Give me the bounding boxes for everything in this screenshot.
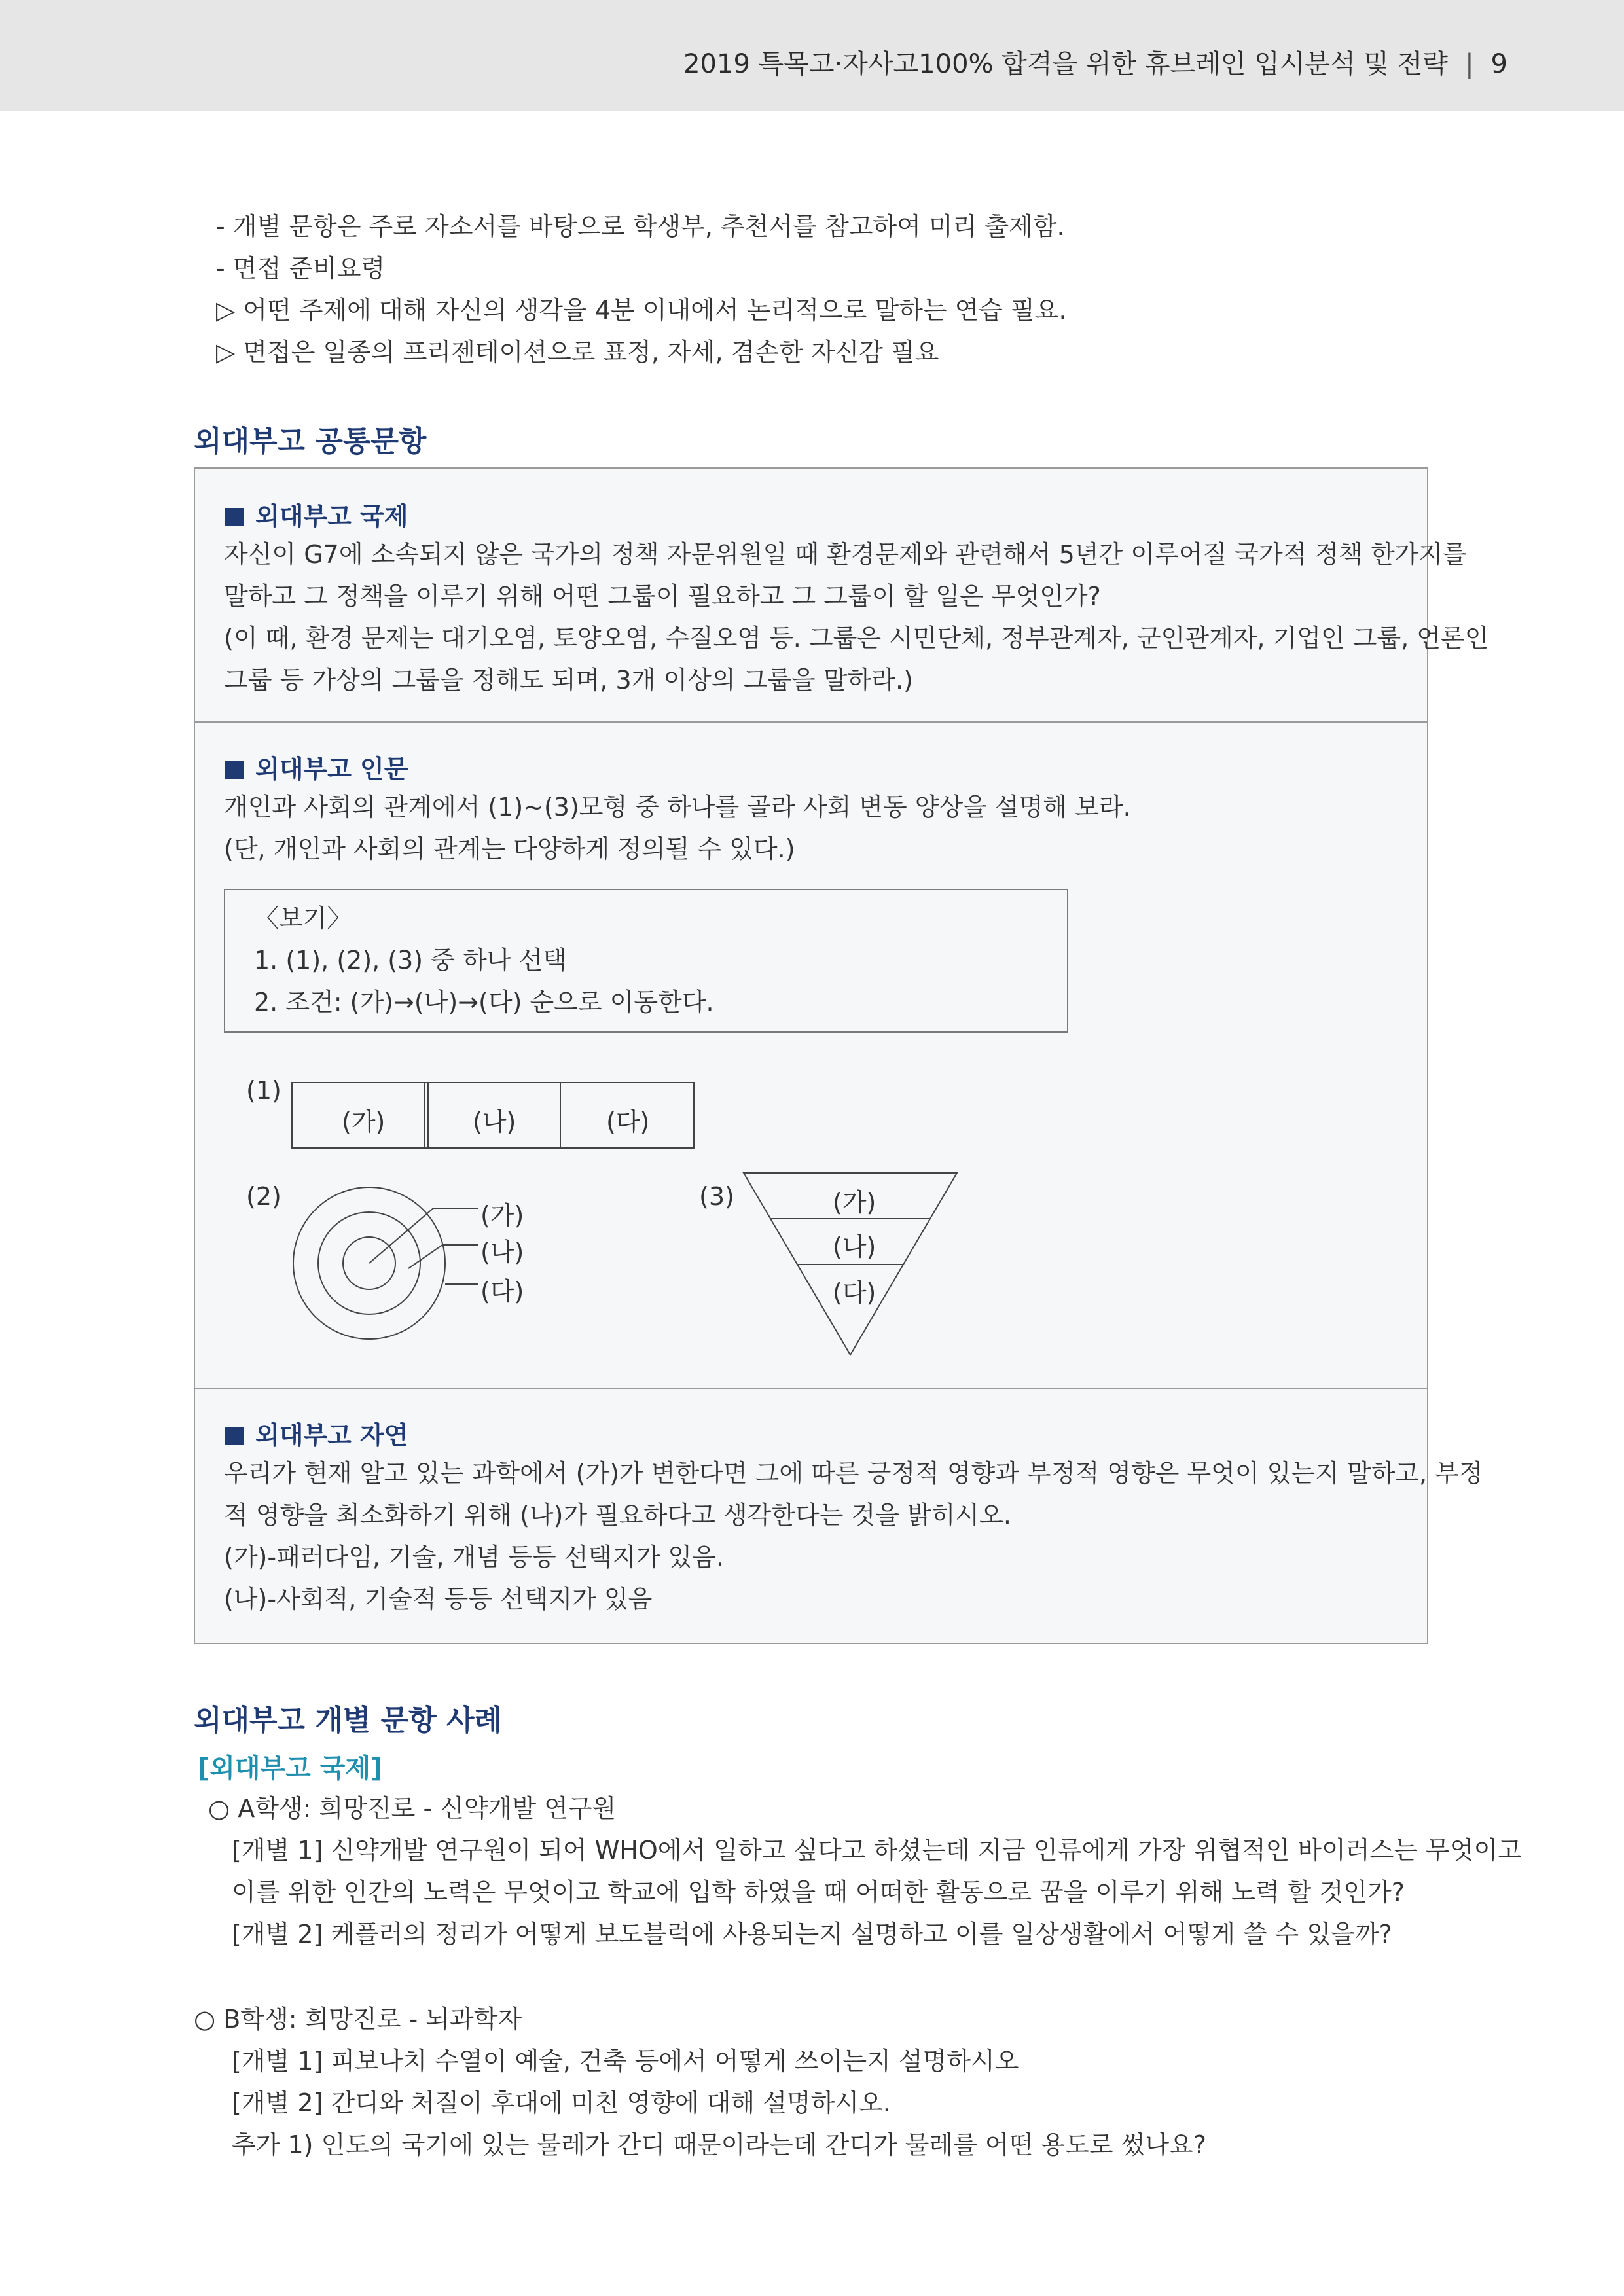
model2-item: (나) [480, 1238, 524, 1266]
header-separator: | [1465, 49, 1474, 79]
box-title-humanities: 외대부고 인문 [225, 749, 408, 785]
page-number: 9 [1490, 49, 1507, 79]
student-b-line: 추가 1) 인도의 국기에 있는 물레가 간디 때문이라는데 간디가 물레를 어떤 용도로 썼나요? [232, 2130, 1206, 2159]
model2-item: (가) [480, 1201, 524, 1230]
model1-label: (1) [246, 1076, 281, 1105]
section-subtitle: [외대부고 국제] [198, 1753, 383, 1784]
model3-item: (다) [833, 1278, 876, 1307]
model2-label: (2) [246, 1182, 281, 1211]
box-line: 우리가 현재 알고 있는 과학에서 (가)가 변한다면 그에 따른 긍정적 영향과 부정적 영향은 무엇이 있는지 말하고, 부정 [224, 1459, 1483, 1488]
model1-cell: (나) [473, 1107, 516, 1136]
box-line: (단, 개인과 사회의 관계는 다양하게 정의될 수 있다.) [224, 834, 795, 863]
box-line: (나)-사회적, 기술적 등등 선택지가 있음 [224, 1585, 653, 1613]
box-line: 자신이 G7에 소속되지 않은 국가의 정책 자문위원일 때 환경문제와 관련해서 5년간 이루어질 국가적 정책 한가지를 [224, 540, 1467, 569]
box-title-international: 외대부고 국제 [225, 496, 408, 532]
model2-pointer [408, 1245, 442, 1268]
intro-line: - 면접 준비요령 [216, 254, 386, 283]
bogi-line: 2. 조건: (가)→(나)→(다) 순으로 이동한다. [254, 988, 714, 1016]
model3-item: (가) [833, 1188, 876, 1217]
model3-label: (3) [699, 1182, 734, 1211]
box-line: 말하고 그 정책을 이루기 위해 어떤 그룹이 필요하고 그 그룹이 할 일은 무엇인가? [224, 582, 1101, 611]
box-line: 그룹 등 가상의 그룹을 정해도 되며, 3개 이상의 그룹을 말하라.) [224, 666, 913, 694]
model1-cell: (가) [342, 1107, 386, 1136]
intro-line: - 개별 문항은 주로 자소서를 바탕으로 학생부, 추천서를 참고하여 미리 출제함. [216, 212, 1065, 241]
model3-item: (나) [833, 1232, 876, 1261]
square-bullet-icon [225, 1427, 244, 1445]
intro-line: ▷ 면접은 일종의 프리젠테이션으로 표정, 자세, 겸손한 자신감 필요 [216, 338, 939, 367]
bogi-title: 〈보기〉 [254, 904, 352, 933]
student-b-head: ○ B학생: 희망진로 - 뇌과학자 [194, 2005, 522, 2034]
box-title-science: 외대부고 자연 [225, 1415, 408, 1451]
model2-item: (다) [480, 1277, 524, 1306]
student-b-line: [개별 1] 피보나치 수열이 예술, 건축 등에서 어떻게 쓰이는지 설명하시오 [232, 2047, 1019, 2075]
student-a-line: [개별 1] 신약개발 연구원이 되어 WHO에서 일하고 싶다고 하셨는데 지금 인류에게 가장 위협적인 바이러스는 무엇이고 [232, 1836, 1522, 1865]
student-a-line: 이를 위한 인간의 노력은 무엇이고 학교에 입학 하였을 때 어떠한 활동으로 꿈을 이루기 위해 노력 할 것인가? [232, 1878, 1405, 1907]
student-a-head: ○ A학생: 희망진로 - 신약개발 연구원 [208, 1794, 617, 1823]
intro-line: ▷ 어떤 주제에 대해 자신의 생각을 4분 이내에서 논리적으로 말하는 연습 필요. [216, 296, 1067, 325]
header-title: 2019 특목고·자사고100% 합격을 위한 휴브레인 입시분석 및 전략 [683, 49, 1449, 79]
box-line: 개인과 사회의 관계에서 (1)~(3)모형 중 하나를 골라 사회 변동 양상을 설명해 보라. [224, 793, 1131, 821]
student-b-line: [개별 2] 간디와 처질이 후대에 미친 영향에 대해 설명하시오. [232, 2089, 891, 2117]
bogi-line: 1. (1), (2), (3) 중 하나 선택 [254, 946, 567, 975]
box-line: (가)-패러다임, 기술, 개념 등등 선택지가 있음. [224, 1543, 725, 1571]
section-title-individual: 외대부고 개별 문항 사례 [194, 1704, 502, 1737]
model1-cell: (다) [606, 1107, 650, 1136]
model2-pointer [369, 1208, 433, 1263]
student-a-line: [개별 2] 케플러의 정리가 어떻게 보도블럭에 사용되는지 설명하고 이를 일상생활에서 어떻게 쓸 수 있을까? [232, 1920, 1392, 1948]
box-line: (이 때, 환경 문제는 대기오염, 토양오염, 수질오염 등. 그룹은 시민단체, 정부관계자, 군인관계자, 기업인 그룹, 언론인 [224, 624, 1489, 653]
box-line: 적 영향을 최소화하기 위해 (나)가 필요하다고 생각한다는 것을 밝히시오. [224, 1501, 1011, 1530]
section-title-common: 외대부고 공통문항 [194, 425, 427, 458]
